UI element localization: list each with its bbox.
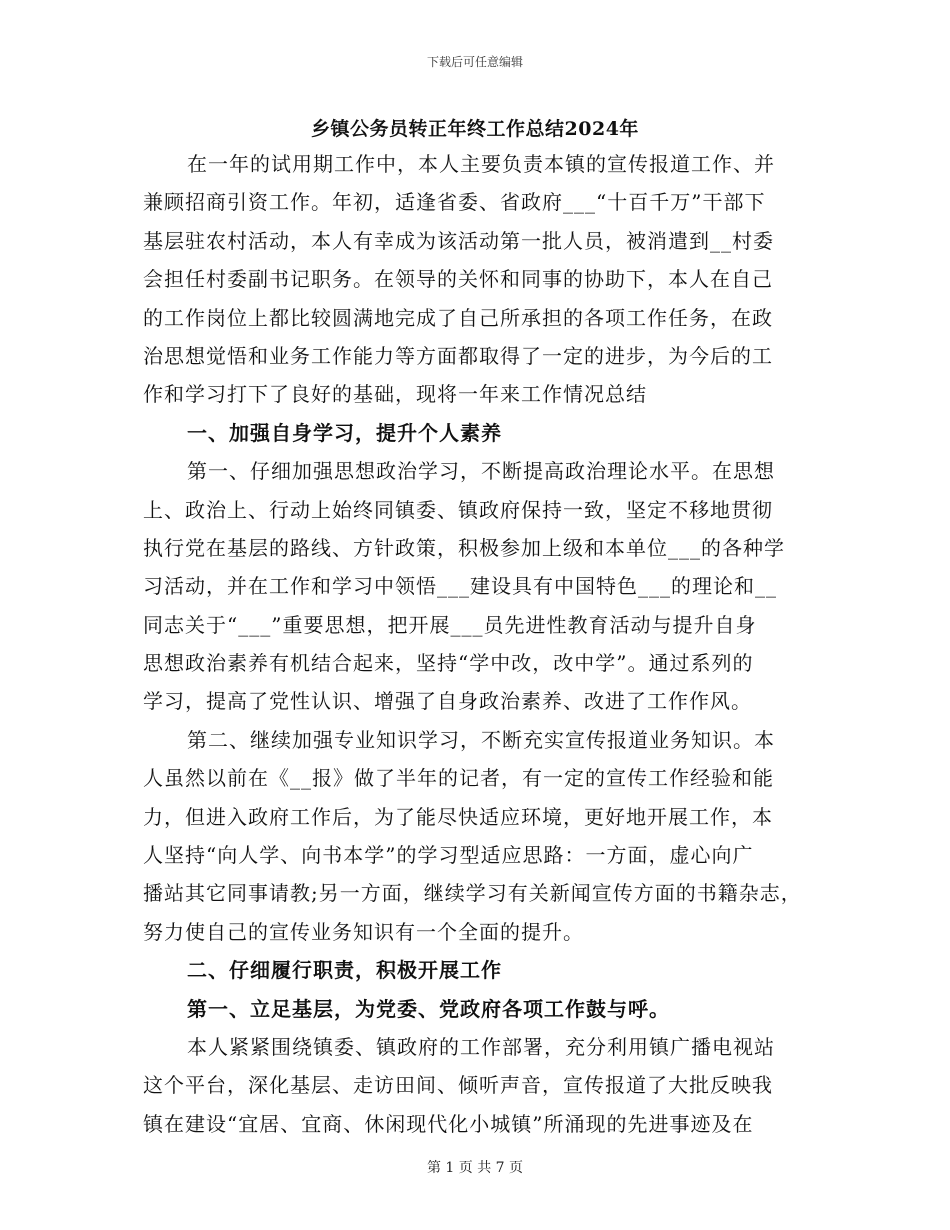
paragraph-line: 努力使自己的宣传业务知识有一个全面的提升。 bbox=[143, 919, 584, 944]
paragraph-line: 第二、继续加强专业知识学习，不断充实宣传报道业务知识。本 bbox=[187, 727, 775, 752]
paragraph-line: 同志关于“___”重要思想，把开展___员先进性教育活动与提升自身 bbox=[143, 612, 757, 637]
subsection-heading: 第一、立足基层，为党委、党政府各项工作鼓与呼。 bbox=[187, 996, 670, 1021]
paragraph-line: 镇在建设“宜居、宜商、休闲现代化小城镇”所涌现的先进事迹及在 bbox=[143, 1111, 754, 1136]
paragraph-line: 这个平台，深化基层、走访田间、倾听声音，宣传报道了大批反映我 bbox=[143, 1073, 773, 1098]
document-body bbox=[143, 145, 813, 1143]
paragraph-line: 人虽然以前在《__报》做了半年的记者，有一定的宣传工作经验和能 bbox=[143, 766, 774, 791]
paragraph-line: 力，但进入政府工作后，为了能尽快适应环境，更好地开展工作，本 bbox=[143, 804, 773, 829]
paragraph-line: 在一年的试用期工作中，本人主要负责本镇的宣传报道工作、并 bbox=[187, 152, 775, 176]
paragraph-line: 的工作岗位上都比较圆满地完成了自己所承担的各项工作任务，在政 bbox=[143, 305, 773, 330]
paragraph-line: 会担任村委副书记职务。在领导的关怀和同事的协助下，本人在自己 bbox=[143, 267, 773, 292]
paragraph-line: 播站其它同事请教;另一方面，继续学习有关新闻宣传方面的书籍杂志， bbox=[143, 881, 802, 906]
paragraph-line: 基层驻农村活动，本人有幸成为该活动第一批人员，被消遣到__村委 bbox=[143, 228, 774, 253]
paragraph-line: 上、政治上、行动上始终同镇委、镇政府保持一致，坚定不移地贯彻 bbox=[143, 497, 773, 522]
document-title: 乡镇公务员转正年终工作总结2024年 bbox=[311, 118, 639, 140]
paragraph-line: 学习，提高了党性认识、增强了自身政治素养、改进了工作作风。 bbox=[143, 689, 752, 714]
paragraph-line: 执行党在基层的路线、方针政策，积极参加上级和本单位___的各种学 bbox=[143, 535, 785, 560]
section-heading: 二、仔细履行职责，积极开展工作 bbox=[187, 958, 502, 983]
paragraph-line: 思想政治素养有机结合起来，坚持“学中改，改中学”。通过系列的 bbox=[143, 651, 754, 676]
paragraph-line: 作和学习打下了良好的基础，现将一年来工作情况总结 bbox=[143, 382, 647, 407]
paragraph-line: 习活动，并在工作和学习中领悟___建设具有中国特色___的理论和__ bbox=[143, 574, 777, 599]
paragraph-line: 人坚持“向人学、向书本学”的学习型适应思路：一方面，虚心向广 bbox=[143, 843, 754, 868]
paragraph-line: 第一、仔细加强思想政治学习，不断提高政治理论水平。在思想 bbox=[187, 459, 775, 484]
paragraph-line: 兼顾招商引资工作。年初，适逢省委、省政府___“十百千万”干部下 bbox=[143, 190, 766, 215]
section-heading: 一、加强自身学习，提升个人素养 bbox=[187, 420, 502, 445]
page-indicator: 第 1 页 共 7 页 bbox=[426, 1160, 524, 1176]
paragraph-line: 本人紧紧围绕镇委、镇政府的工作部署，充分利用镇广播电视站 bbox=[187, 1034, 775, 1059]
header-note: 下载后可任意编辑 bbox=[426, 55, 523, 69]
paragraph-line: 治思想觉悟和业务工作能力等方面都取得了一定的进步，为今后的工 bbox=[143, 343, 773, 368]
